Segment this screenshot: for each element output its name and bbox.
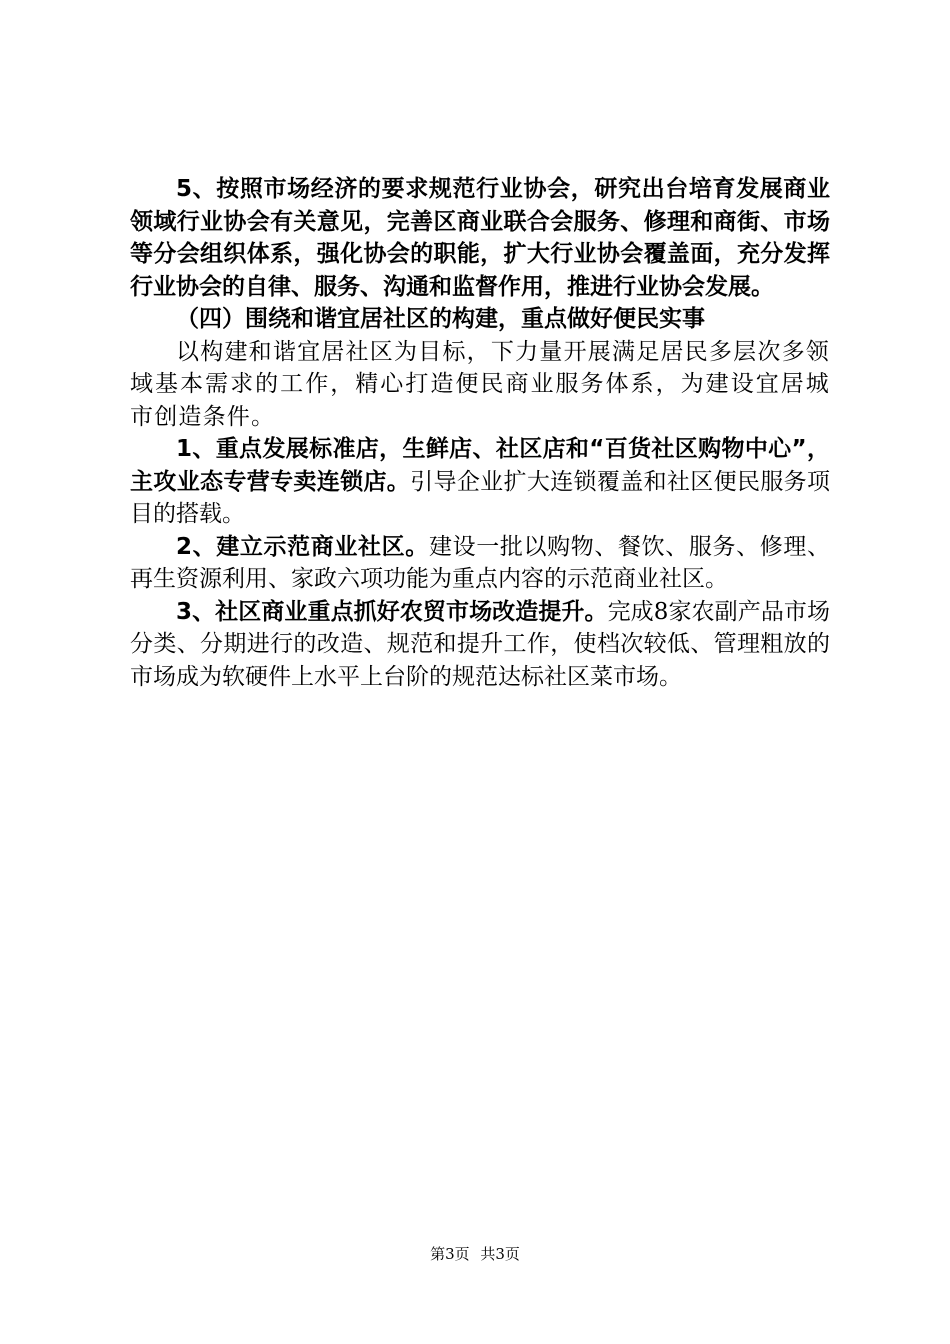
- paragraph-item-3: [130, 596, 830, 694]
- section-intro: 以构建和谐宜居社区为目标，下力量开展满足居民多层次多领域基本需求的工作，精心打造便民商业服务体系，为建设宜居城市创造条件。: [130, 338, 830, 430]
- item-2-heading: 2、建立示范商业社区。: [176, 533, 429, 560]
- page-number: 第3页: [430, 1245, 470, 1263]
- item-1-heading: 1、重点发展标准店，生鲜店、社区店和“百货社区购物中心”，主攻业态专营专卖连锁店。: [130, 436, 830, 495]
- paragraph-item-5: 5、按照市场经济的要求规范行业协会，研究出台培育发展商业领域行业协会有关意见，完善区商业联合会服务、修理和商街、市场等分会组织体系，强化协会的职能，扩大行业协会覆盖面，充分发挥行业协会的自律、服务、沟通和监督作用，推进行业协会发展。: [130, 176, 830, 300]
- page-total: 共3页: [480, 1245, 520, 1263]
- paragraph-item-2: [130, 531, 830, 596]
- section-heading-4: （四）围绕和谐宜居社区的构建，重点做好便民实事: [176, 306, 705, 332]
- item-3-text: 完成8家农副产品市场分类、分期进行的改造、规范和提升工作，使档次较低、管理粗放的市场成为软硬件上水平上台阶的规范达标社区菜市场。: [130, 598, 830, 690]
- item-2-text: 建设一批以购物、餐饮、服务、修理、再生资源利用、家政六项功能为重点内容的示范商业社区。: [130, 533, 831, 592]
- document-body: [130, 173, 830, 693]
- item-3-heading: 3、社区商业重点抓好农贸市场改造提升。: [176, 598, 608, 625]
- page-footer: [0, 1243, 950, 1264]
- item-1-text: 引导企业扩大连锁覆盖和社区便民服务项目的搭载。: [130, 468, 831, 527]
- paragraph-item-1: [130, 433, 830, 531]
